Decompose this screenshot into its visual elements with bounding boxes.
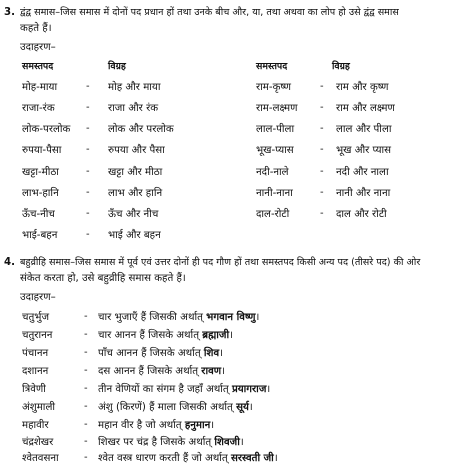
dash: - xyxy=(320,166,324,177)
bahuvrihi-vigraha xyxy=(98,311,259,324)
bahuvrihi-vigraha xyxy=(98,452,278,465)
dash: - xyxy=(320,144,324,155)
vigraha-answer: सूर्य xyxy=(236,402,249,413)
section-4-definition-line2: संकेत करता हो, उसे बहुव्रीहि समास कहते हैं। xyxy=(20,273,186,284)
bahuvrihi-term: चतुरानन xyxy=(22,330,53,341)
bahuvrihi-term: दशानन xyxy=(22,366,49,377)
section-4-number: 4. xyxy=(4,257,15,268)
section-3-number: 3. xyxy=(4,7,15,18)
vigraha-text: चार आनन हैं जिसके अर्थात् xyxy=(98,330,200,341)
section-3-example-label: उदाहरण– xyxy=(20,42,56,53)
bahuvrihi-vigraha xyxy=(98,401,253,414)
dash: - xyxy=(86,102,90,113)
dash: - xyxy=(84,401,88,412)
danda: । xyxy=(248,402,253,413)
vigraha-text: पाँच आनन हैं जिसके अर्थात् xyxy=(98,348,201,359)
bahuvrihi-term: श्वेतवसना xyxy=(22,453,59,464)
vigraha-text: तीन वेणियों का संगम है जहाँ अर्थात् xyxy=(98,384,229,395)
dvandva-vigraha: नानी और नाना xyxy=(336,188,391,199)
vigraha-answer: रावण xyxy=(201,366,222,377)
dash: - xyxy=(86,166,90,177)
dash: - xyxy=(84,383,88,394)
vigraha-answer: शिवजी xyxy=(214,437,240,448)
dvandva-term: राम-लक्ष्मण xyxy=(256,103,298,114)
danda: । xyxy=(229,330,233,341)
dash: - xyxy=(84,365,88,376)
bahuvrihi-term: पंचानन xyxy=(22,348,49,359)
dvandva-term: राम-कृष्ण xyxy=(256,82,292,93)
dash: - xyxy=(86,144,90,155)
vigraha-text: महान वीर है जो अर्थात् xyxy=(98,420,182,431)
dvandva-vigraha: राम और कृष्ण xyxy=(336,82,389,93)
dash: - xyxy=(86,81,90,92)
dvandva-term: नानी-नाना xyxy=(256,188,293,199)
dvandva-vigraha: लाभ और हानि xyxy=(108,188,163,199)
dash: - xyxy=(84,347,88,358)
dvandva-term: लाभ-हानि xyxy=(22,188,59,199)
dvandva-term: रुपया-पैसा xyxy=(22,145,62,156)
bahuvrihi-term: महावीर xyxy=(22,420,49,431)
section-3-definition-line1: द्वंद्व समास–जिस समास में दोनों पद प्रधान हों तथा उनके बीच और, या, तथा अथवा का लोप हो उसे द्वंद्व समास xyxy=(20,7,399,18)
vigraha-answer: हनुमान xyxy=(184,420,211,431)
vigraha-text: अंशु (किरणें) हैं माला जिसकी अर्थात् xyxy=(98,402,233,413)
danda: । xyxy=(210,420,215,431)
vigraha-text: श्वेत वस्त्र धारण करती हैं जो अर्थात् xyxy=(98,453,228,464)
dash: - xyxy=(320,81,324,92)
dvandva-term: मोह-माया xyxy=(22,82,58,93)
vigraha-answer: शिव xyxy=(203,348,220,359)
dash: - xyxy=(86,123,90,134)
bahuvrihi-term: चतुर्भुज xyxy=(22,312,49,323)
dvandva-vigraha: खट्टा और मीठा xyxy=(108,167,163,178)
dvandva-term: राजा-रंक xyxy=(22,103,55,114)
dash: - xyxy=(84,311,88,322)
dash: - xyxy=(84,419,88,430)
bahuvrihi-vigraha xyxy=(98,329,233,342)
dvandva-vigraha: रुपया और पैसा xyxy=(108,145,165,156)
dvandva-vigraha: नदी और नाला xyxy=(336,167,389,178)
dvandva-vigraha: दाल और रोटी xyxy=(336,209,387,220)
dvandva-term: भूख-प्यास xyxy=(256,145,294,156)
dvandva-term: लोक-परलोक xyxy=(22,124,71,135)
section-4-example-label: उदाहरण– xyxy=(20,292,56,303)
dash: - xyxy=(320,102,324,113)
bahuvrihi-term: अंशुमाली xyxy=(22,402,55,413)
dash: - xyxy=(84,452,88,463)
bahuvrihi-vigraha xyxy=(98,436,244,449)
vigraha-answer: ब्रह्माजी xyxy=(202,330,230,341)
bahuvrihi-vigraha xyxy=(98,347,223,360)
bahuvrihi-term: त्रिवेणी xyxy=(22,384,46,395)
vigraha-answer: सरस्वती जी xyxy=(230,453,274,464)
section-3-definition-line2: कहते हैं। xyxy=(20,23,52,34)
dvandva-vigraha: राजा और रंक xyxy=(108,103,159,114)
dvandva-vigraha: भूख और प्यास xyxy=(336,145,392,156)
dvandva-vigraha: मोह और माया xyxy=(108,82,161,93)
bahuvrihi-term: चंद्रशेखर xyxy=(22,437,54,448)
danda: । xyxy=(239,437,244,448)
dash: - xyxy=(86,187,90,198)
dvandva-term: खट्टा-मीठा xyxy=(22,167,59,178)
dvandva-vigraha: लाल और पीला xyxy=(336,124,392,135)
dvandva-term: ऊँच-नीच xyxy=(22,209,55,220)
vigraha-text: शिखर पर चंद्र है जिसके अर्थात् xyxy=(98,437,212,448)
danda: । xyxy=(219,348,223,359)
dvandva-term: भाई-बहन xyxy=(22,230,58,241)
dvandva-term: नदी-नाले xyxy=(256,167,289,178)
dash: - xyxy=(84,436,88,447)
danda: । xyxy=(221,366,225,377)
table-header-vigraha-right: विग्रह xyxy=(332,61,350,72)
vigraha-text: चार भुजाएँ हैं जिसकी अर्थात् xyxy=(98,312,203,323)
dash: - xyxy=(320,123,324,134)
danda: । xyxy=(273,453,278,464)
dash: - xyxy=(320,187,324,198)
dvandva-vigraha: लोक और परलोक xyxy=(108,124,174,135)
vigraha-answer: भगवान विष्णु xyxy=(206,312,256,323)
vigraha-text: दस आनन हैं जिसके अर्थात् xyxy=(98,366,199,377)
bahuvrihi-vigraha xyxy=(98,419,214,432)
table-header-term-right: समस्तपद xyxy=(256,61,288,72)
danda: । xyxy=(266,384,271,395)
dash: - xyxy=(84,329,88,340)
dash: - xyxy=(86,208,90,219)
section-4-definition-line1: बहुव्रीहि समास–जिस समास में पूर्व एवं उत्तर दोनों ही पद गौण हों तथा समस्तपद किसी अन्य पद (तीसरे पद) की ओर xyxy=(20,257,421,268)
dash: - xyxy=(320,208,324,219)
bahuvrihi-vigraha xyxy=(98,383,270,396)
table-header-term-left: समस्तपद xyxy=(22,61,54,72)
dvandva-term: लाल-पीला xyxy=(256,124,295,135)
dash: - xyxy=(86,229,90,240)
vigraha-answer: प्रयागराज xyxy=(231,384,267,395)
dvandva-vigraha: ऊँच और नीच xyxy=(108,209,159,220)
bahuvrihi-vigraha xyxy=(98,365,225,378)
dvandva-vigraha: भाई और बहन xyxy=(108,230,161,241)
dvandva-term: दाल-रोटी xyxy=(256,209,290,220)
dvandva-vigraha: राम और लक्ष्मण xyxy=(336,103,395,114)
table-header-vigraha-left: विग्रह xyxy=(108,61,126,72)
danda: । xyxy=(255,312,260,323)
